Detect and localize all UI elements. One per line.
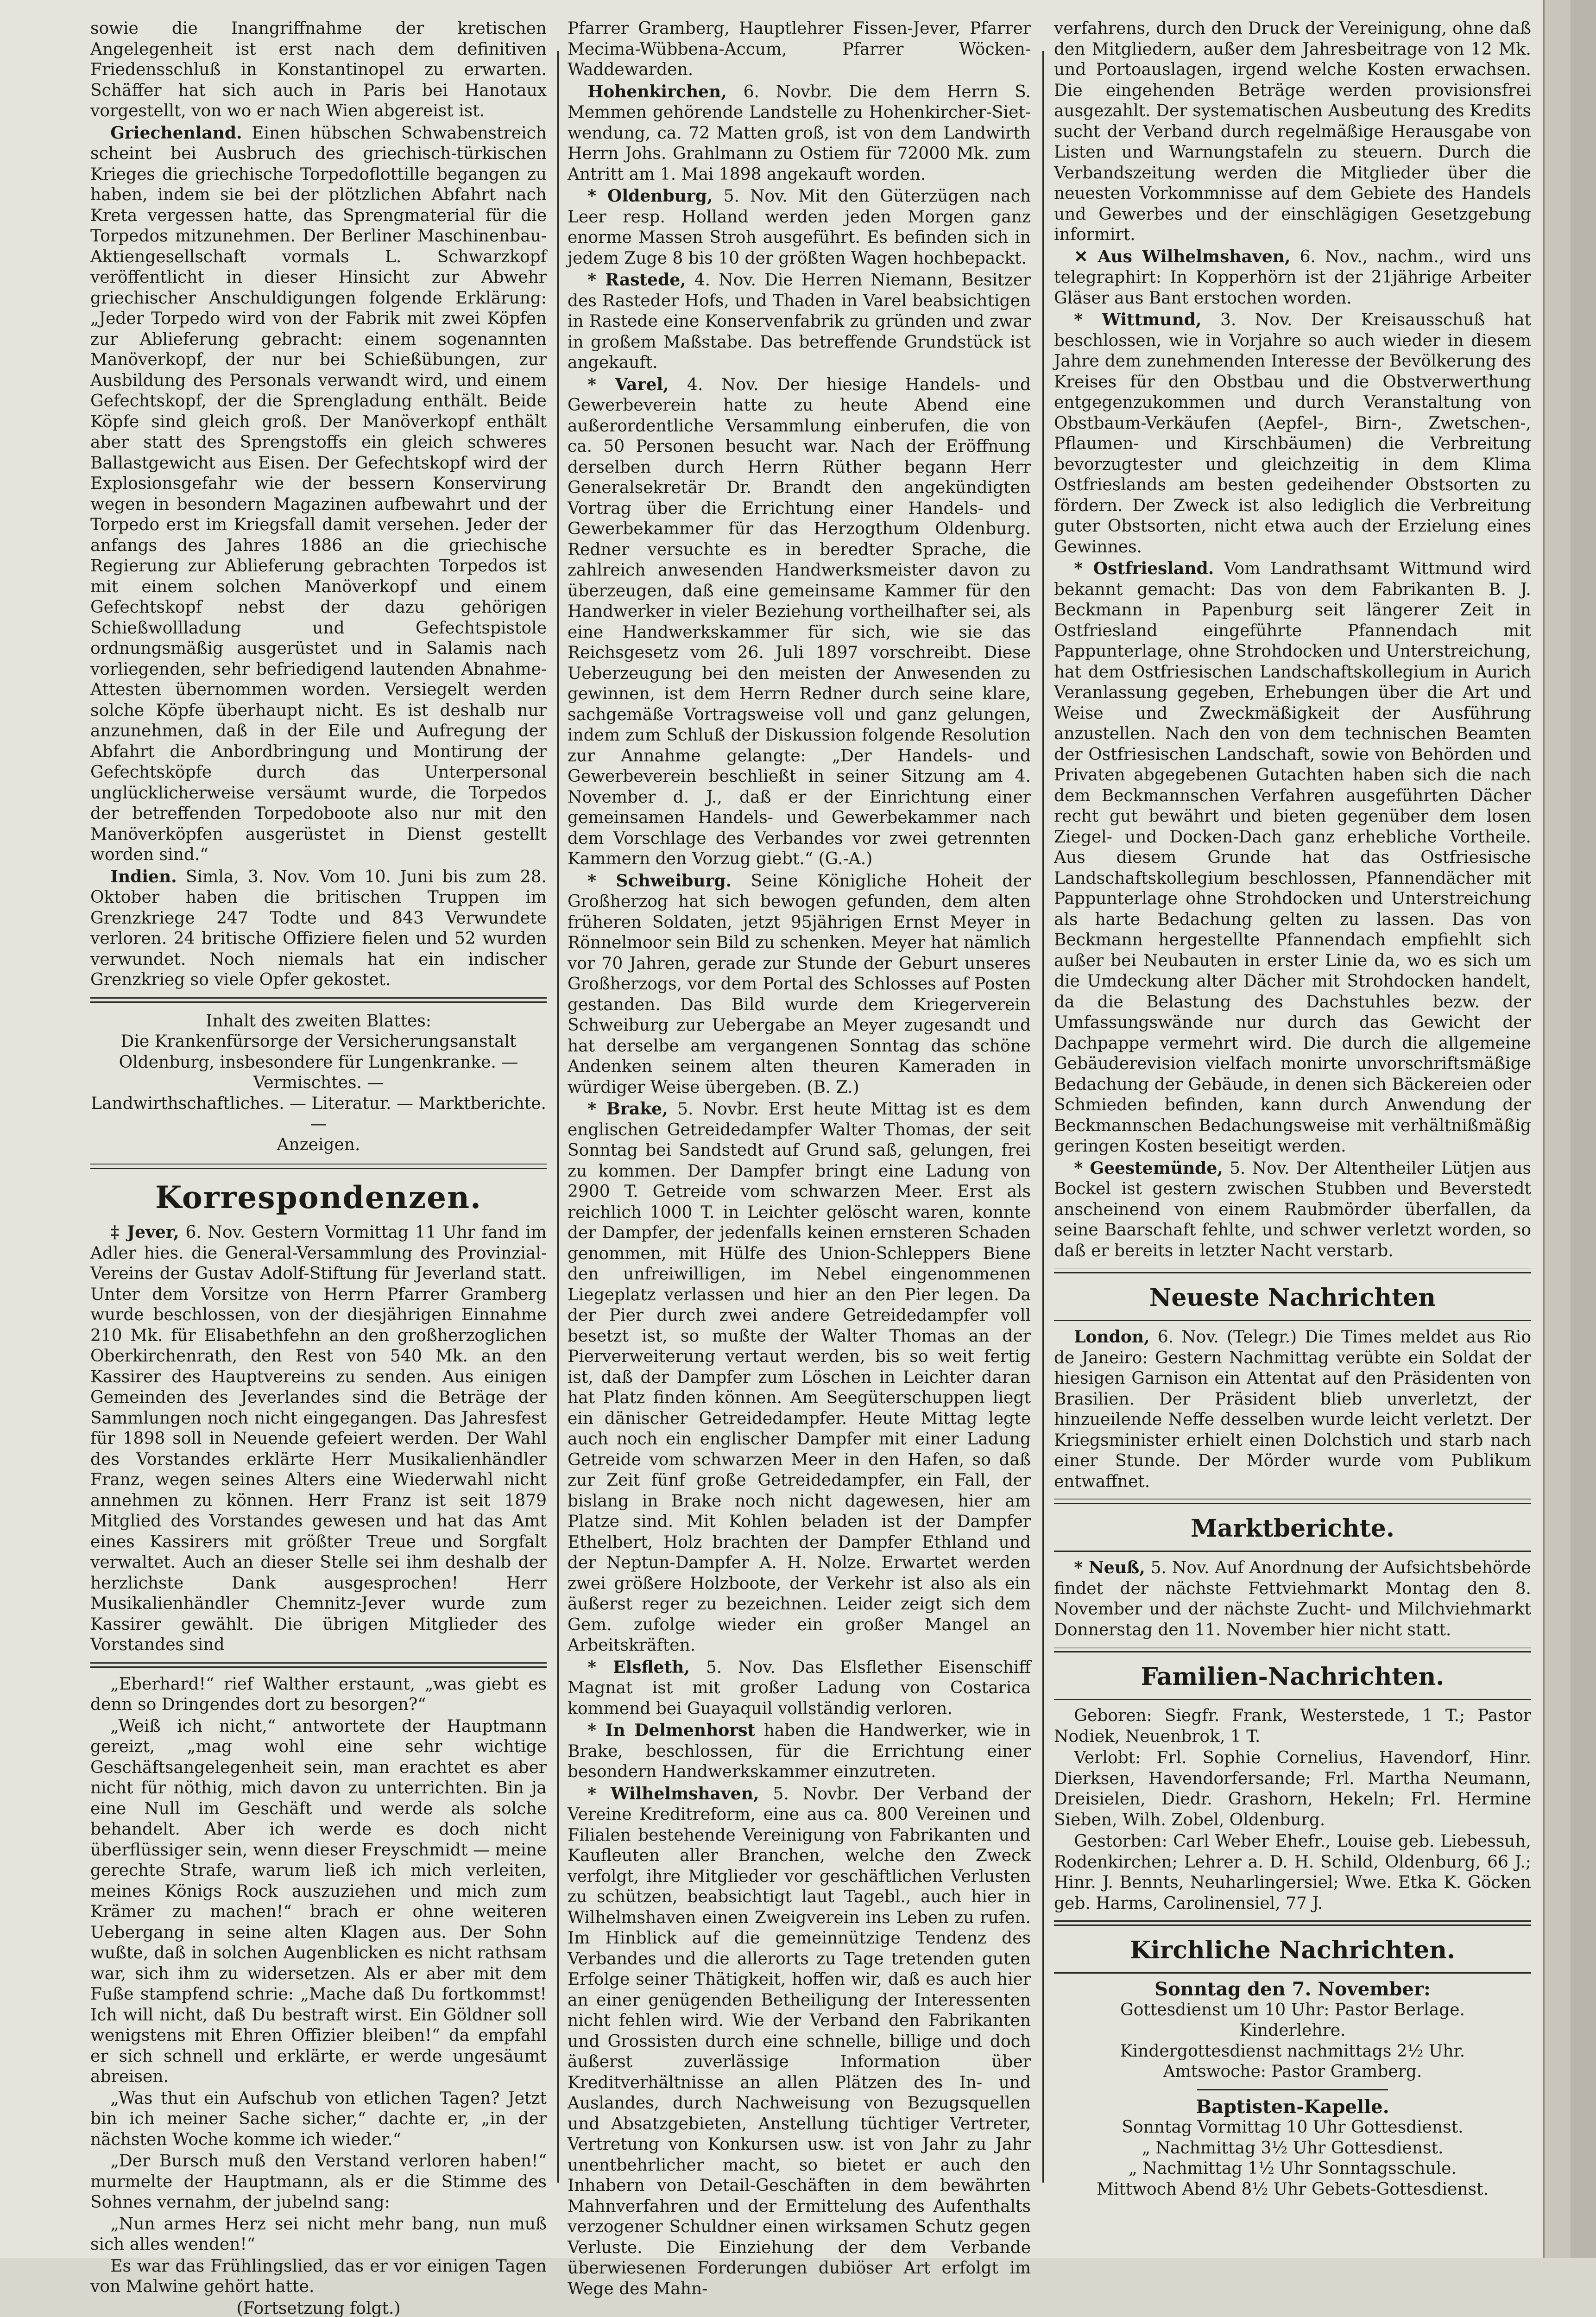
divider — [90, 1662, 547, 1668]
article-geestemuende — [1054, 1158, 1531, 1262]
supplement-contents — [90, 1011, 547, 1156]
article-heading: * Wilhelmshaven, — [587, 1784, 759, 1804]
toc-line: Anzeigen. — [90, 1135, 547, 1156]
column-1 — [90, 19, 547, 2317]
article-ostfriesland — [1054, 558, 1531, 1157]
article-text: 5. Nov. Das Elsflether Eisenschiff Magnat ist mit großer Ladung von Costarica kommend bei Guayaquil vollständig verloren. — [568, 1658, 1031, 1718]
article-heading: Indien. — [110, 867, 177, 886]
binding-strip — [1571, 0, 1596, 2258]
article-rastede — [568, 270, 1031, 374]
service-line: Kinderlehre. — [1054, 2020, 1531, 2041]
service-line: „ Nachmittag 3½ Uhr Gottesdienst. — [1054, 2138, 1531, 2159]
article-neuss — [1054, 1557, 1531, 1640]
service-line: Mittwoch Abend 8½ Uhr Gebets-Gottesdienst. — [1054, 2179, 1531, 2200]
section-heading: Korrespondenzen. — [90, 1177, 547, 1217]
article-heading: Griechenland. — [110, 123, 242, 143]
column-rule-1 — [557, 51, 559, 2183]
service-date: Sonntag den 7. November: — [1054, 1979, 1531, 2000]
article-heading: * Wittmund, — [1074, 310, 1201, 329]
paragraph: sowie die Inangriffnahme der kretischen Angelegenheit ist erst nach dem definitiven Friedensschluß in Konstantinopel zu erwarten. Schäffer hat sich auch in Paris bei Hanotaux vorgestellt, von wo er nach Wien abgereist ist. — [90, 19, 547, 122]
article-heading: * Ostfriesland. — [1074, 559, 1214, 578]
divider — [1054, 1972, 1531, 1974]
article-oldenburg — [568, 186, 1031, 269]
service-line: Kindergottesdienst nachmittags 2½ Uhr. — [1054, 2041, 1531, 2062]
family-died: Gestorben: Carl Weber Ehefr., Louise geb. Liebessuh, Rodenkirchen; Lehrer a. D. H. Schild, Oldenburg, 66 J.; Hinr. J. Bennts, Neuharlingersiel; Wwe. Etka K. Göcken geb. Harms, Carolinensiel, 77 J. — [1054, 1831, 1531, 1914]
divider — [90, 1164, 547, 1169]
article-wittmund — [1054, 310, 1531, 557]
novel-paragraph: „Der Bursch muß den Verstand verloren haben!“ murmelte der Hauptmann, als er die Stimme des Sohnes vernahm, der jubelnd sang: — [90, 2151, 547, 2213]
article-brake — [568, 1099, 1031, 1656]
article-london — [1054, 1327, 1531, 1492]
novel-paragraph: „Nun armes Herz sei nicht mehr bang, nun muß sich alles wenden!“ — [90, 2214, 547, 2255]
service-line: Sonntag Vormittag 10 Uhr Gottesdienst. — [1054, 2117, 1531, 2138]
paragraph: Pfarrer Gramberg, Hauptlehrer Fissen-Jever, Pfarrer Mecima-Wübbena-Accum, Pfarrer Wöcken-Waddewarden. — [568, 19, 1031, 81]
article-heading: * Elsfleth, — [587, 1658, 690, 1677]
article-text: 6. Nov., nachm., wird uns telegraphirt: In Kopperhörn ist der 21jährige Arbeiter Gläser aus Bant erstochen worden. — [1054, 247, 1531, 308]
article-text: 5. Novbr. Der Verband der Vereine Kreditreform, eine aus ca. 800 Vereinen und Filialen bestehende Vereinigung von Fabrikanten und Kaufleuten aller Branchen, welche den Zweck verfolgt, ihre Mitglieder vor geschäftlichen Verlusten zu schützen, beabsichtigt laut Tagebl., auch hier in Wilhelmshaven einen Zweigverein ins Leben zu rufen. Im Hinblick auf die gemeinnützige Tendenz des Verbandes und die allerorts zu Tage tretenden guten Erfolge seiner Thätigkeit, hoffen wir, daß es auch hier an einer genügenden Betheiligung der Interessenten nicht fehlen wird. Wie der Verband den Fabrikanten und Grossisten durch eine schnelle, billige und doch äußerst zuverlässige Information über Kreditverhältnisse an allen Plätzen des In- und Auslandes, durch Nachweisung von Bezugsquellen und Absatzgebieten, Anstellung tüchtiger Vertreter, Vertretung von Konkursen usw. ist von Jahr zu Jahr unentbehrlicher macht, so bietet er auch den Inhabern von Detail-Geschäften in dem bewährten Mahnverfahren und der Ermittelung des Aufenthalts verzogener Schuldner einen wirksamen Schutz gegen Verluste. Die Einziehung der dem Verbande überwiesenen Forderungen dubiöser Art erfolgt im Wege des Mahn- — [568, 1785, 1031, 2298]
article-elsfleth — [568, 1657, 1031, 1720]
service-line: Gottesdienst um 10 Uhr: Pastor Berlage. — [1054, 2000, 1531, 2021]
article-text: Simla, 3. Nov. Vom 10. Juni bis zum 28. Oktober haben die britischen Truppen im Grenzkriege 247 Todte und 843 Verwundete verloren. 24 britische Offiziere fielen und 52 wurden verwundet. Noch niemals hat ein indischer Grenzkrieg so viele Opfer gekostet. — [90, 867, 547, 990]
service-line: „ Nachmittag 1½ Uhr Sonntagsschule. — [1054, 2159, 1531, 2179]
article-text: 6. Nov. (Telegr.) Die Times meldet aus Rio de Janeiro: Gestern Nachmittag verübte ein Soldat der hiesigen Garnison ein Attentat auf den Präsidenten von Brasilien. Der Präsident blieb unverletzt, der hinzueilende Neffe desselben wurde leicht verletzt. Der Kriegsminister erhielt einen Dolchstich und starb nach einer Stunde. Der Mörder wurde vom Publikum entwaffnet. — [1054, 1328, 1531, 1491]
article-heading: * Neuß, — [1074, 1558, 1145, 1577]
article-india — [90, 867, 547, 991]
article-heading: Hohenkirchen, — [587, 82, 727, 101]
column-rule-2 — [1042, 51, 1044, 2183]
article-text: 6. Novbr. Die dem Herrn S. Memmen gehörende Landstelle zu Hohenkircher-Siet-wendung, ca. 72 Matten groß, ist von dem Landwirth Herrn Johs. Grahlmann zu Ostiem für 72000 Mk. zum Antritt am 1. Mai 1898 angekauft worden. — [568, 82, 1031, 184]
section-heading: Marktberichte. — [1054, 1513, 1531, 1545]
article-delmenhorst — [568, 1720, 1031, 1783]
article-heading: London, — [1074, 1327, 1149, 1347]
novel-paragraph: „Eberhard!“ rief Walther erstaunt, „was giebt es denn so Dringendes dort zu besorgen?“ — [90, 1674, 547, 1716]
article-text: Seine Königliche Hoheit der Großherzog hat sich bewogen gefunden, dem alten früheren Soldaten, jetzt 95jährigen Ernst Meyer in Rönnelmoor sein Bild zu schenken. Meyer hat nämlich vor 70 Jahren, gerade zur Stunde der Geburt unseres Großherzogs, vor dem Portal des Schlosses auf Posten gestanden. Das Bild wurde dem Kriegerverein Schweiburg zur Uebergabe an Meyer zugesandt und hat derselbe am vergangenen Sonntag das schöne Andenken seinem alten theuren Kameraden in würdiger Weise übergeben. (B. Z.) — [568, 872, 1031, 1097]
article-text: 6. Nov. Gestern Vormittag 11 Uhr fand im Adler hies. die General-Versammlung des Provinzial-Vereins der Gustav Adolf-Stiftung für Jeverland statt. Unter dem Vorsitze von Herrn Pfarrer Gramberg wurde beschlossen, von der diesjährigen Einnahme 210 Mk. für Elisabethfehn an den großherzoglichen Oberkirchenrath, den Rest von 540 Mk. an den Kassirer des Hauptvereins zu senden. Aus einigen Gemeinden des Jeverlandes sind die Beträge der Sammlungen noch nicht eingegangen. Das Jahresfest für 1898 soll in Neuende gefeiert werden. Der Wahl des Vorstandes erklärte Herr Musikalienhändler Franz, wegen seines Alters eine Wiederwahl nicht annehmen zu können. Herr Franz ist seit 1879 Mitglied des Vorstandes gewesen und hat das Amt eines Kassirers mit größter Treue und Sorgfalt verwaltet. Auch an dieser Stelle sei ihm deshalb der herzlichste Dank ausgesprochen! Herr Musikalienhändler Chemnitz-Jever wurde zum Kassirer gewählt. Die übrigen Mitglieder des Vorstandes sind — [90, 1223, 547, 1654]
divider — [1054, 1320, 1531, 1321]
article-heading: ✕ Aus Wilhelmshaven, — [1074, 247, 1290, 266]
article-greece — [90, 123, 547, 866]
novel-paragraph: „Weiß ich nicht,“ antwortete der Hauptmann gereizt, „mag wohl eine sehr wichtige Geschäftsangelegenheit sein, man erachtet es aber nicht für nöthig, mich davon zu unterrichten. Bin ja eine Null im Geschäft und werde als solche behandelt. Aber ich werde es doch nicht überflüssiger sein, wenn dieser Freyschmidt — meine gerechte Strafe, warum ließ ich mich verleiten, meines Königs Rock auszuziehen und mich zum Krämer zu machen!“ brach er ohne weiteren Uebergang in seine alten Klagen aus. Der Sohn wußte, daß in solchen Augenblicken es nicht rathsam war, sich ihm zu widersetzen. Als er aber mit dem Fuße stampfend schrie: „Mache daß Du fortkommst! Ich will nicht, daß Du bestraft wirst. Ein Göldner soll wenigstens mit Ehren Offizier bleiben!“ da empfahl er sich schnell und erklärte, er werde ungesäumt abreisen. — [90, 1716, 547, 2088]
section-heading: Neueste Nachrichten — [1054, 1282, 1531, 1314]
article-text: haben die Handwerker, wie in Brake, beschlossen, für die Errichtung einer besondern Handwerkskammer einzutreten. — [568, 1721, 1031, 1781]
article-wilhelmshaven — [568, 1784, 1031, 2300]
article-text: Einen hübschen Schwabenstreich scheint bei Ausbruch des griechisch-türkischen Krieges die griechische Torpedoflottille begangen zu haben, indem sie bei der plötzlichen Abfahrt nach Kreta vergessen hatte, das Sprengmaterial für die Torpedos mitzunehmen. Der Berliner Maschinenbau-Aktiengesellschaft vormals L. Schwarzkopf veröffentlicht in dieser Hinsicht zur Abwehr griechischer Anschuldigungen folgende Erklärung: „Jeder Torpedo wird von der Fabrik mit zwei Köpfen zur Ablieferung gebracht: einem sogenannten Manöverkopf, der nur bei Schießübungen, zur Ausbildung des Personals verwandt wird, und einem Gefechtskopf, der die Sprengladung enthält. Beide Köpfe sind gleich groß. Der Manöverkopf enthält aber statt des Sprengstoffs ein gleich schweres Ballastgewicht aus Eisen. Der Gefechtskopf wird der Explosionsgefahr wie der bessern Konservirung wegen in besondern Magazinen aufbewahrt und der Torpedo erst im Kriegsfall damit versehen. Jeder der anfangs des Jahres 1886 an die griechische Regierung zur Ablieferung gebrachten Torpedos ist mit einem solchen Manöverkopf und einem Gefechtskopf nebst der dazu gehörigen Schießwollladung und Gefechtspistole ordnungsmäßig ausgerüstet und in Salamis nach vorliegenden, sehr befriedigend lautenden Abnahme-Attesten übernommen worden. Versiegelt werden solche Köpfe überhaupt nicht. Es ist deshalb nur anzunehmen, daß in der Eile und Aufregung der Abfahrt die Anbordbringung und Montirung der Gefechtsköpfe durch das Unterpersonal unglücklicherweise versäumt wurde, die Torpedos der betreffenden Torpedoboote also nur mit den Manöverköpfen ausgerüstet in Dienst gestellt worden sind.“ — [90, 124, 547, 865]
section-heading: Kirchliche Nachrichten. — [1054, 1934, 1531, 1967]
article-heading: * Schweiburg. — [587, 871, 732, 891]
toc-line: Landwirthschaftliches. — Literatur. — Marktberichte. — — [90, 1094, 547, 1135]
article-heading: * Varel, — [587, 375, 669, 394]
article-wilhelmshaven-2 — [1054, 247, 1531, 309]
toc-title: Inhalt des zweiten Blattes: — [90, 1011, 547, 1032]
article-heading: ‡ Jever, — [110, 1222, 179, 1242]
service-line: Amtswoche: Pastor Gramberg. — [1054, 2062, 1531, 2083]
continuation-note: (Fortsetzung folgt.) — [90, 2298, 547, 2317]
church-services — [1054, 1979, 1531, 2200]
article-text: 5. Novbr. Erst heute Mittag ist es dem englischen Getreidedampfer Walter Thomas, der seit Sonntag bei Sandstedt auf Grund saß, gelungen, frei zu kommen. Der Dampfer bringt eine Ladung von 2900 T. Getreide vom schwarzen Meer. Erst als reichlich 1000 T. in Leichter gelöscht waren, konnte der Dampfer, der jedenfalls keinen ernsteren Schaden genommen, mit Hülfe des Union-Schleppers Biene den unfreiwilligen, im Nebel eingenommenen Liegeplatz verlassen und hier an den Pier legen. Da der Pier durch zwei andere Getreidedampfer voll besetzt ist, so mußte der Walter Thomas an der Pierverweiterung vertaut werden, bis so weit fertig ist, daß der Dampfer zum Löschen in Leichter daran hat Platz finden können. Am Seegüterschuppen liegt ein dänischer Getreidedampfer. Heute Mittag legte auch noch ein englischer Dampfer mit einer Ladung Getreide vom schwarzen Meer in den Hafen, so daß zur Zeit fünf große Getreidedampfer, ein Fall, der bislang in Brake noch nicht dagewesen, hier am Platze sind. Mit Kohlen beladen ist der Dampfer Ethelbert, Holz brachten der Dampfer Ethland und der Neptun-Dampfer A. H. Nolze. Erwartet werden zwei größere Holzboote, der Verkehr ist also als ein äußerst reger zu bezeichnen. Leider zeigt sich dem Gem. zufolge wieder ein großer Mangel an Arbeitskräften. — [568, 1100, 1031, 1655]
article-heading: * In Delmenhorst — [587, 1721, 755, 1740]
article-text: 5. Nov. Der Altentheiler Lütjen aus Bockel ist gestern zwischen Stubben und Beverstedt anscheinend von einem Raubmörder überfallen, da seine Baarschaft fehlte, und schwer verletzt worden, so daß er bereits in letzter Nacht verstarb. — [1054, 1159, 1531, 1260]
paragraph: verfahrens, durch den Druck der Vereinigung, ohne daß den Mitgliedern, außer dem Jahresbeitrage von 12 Mk. und Portoauslagen, irgend welche Kosten erwachsen. Die eingehenden Beträge werden provisionsfrei ausgezahlt. Der systematischen Ausbeutung des Kredits sucht der Verband durch regelmäßige Herausgabe von Listen und Warnungstafeln zu steuern. Durch die Verbandszeitung werden die Mitglieder über die neuesten Vorkommnisse auf dem Gebiete des Handels und Gewerbes und der einschlägigen Gesetzgebung informirt. — [1054, 19, 1531, 246]
section-heading: Familien-Nachrichten. — [1054, 1661, 1531, 1693]
divider — [1054, 1268, 1531, 1273]
article-varel — [568, 374, 1031, 870]
divider — [1054, 1551, 1531, 1552]
article-text: 5. Nov. Mit den Güterzügen nach Leer resp. Holland werden jeden Morgen ganz enorme Massen Stroh ausgeführt. Es befinden sich in jedem Zuge 8 bis 10 der größten Wagen hochbepackt. — [568, 187, 1031, 268]
article-heading: * Rastede, — [587, 270, 686, 290]
novel-paragraph: „Was thut ein Aufschub von etlichen Tagen? Jetzt bin ich meiner Sache sicher,“ dachte er, „in der nächsten Woche komme ich wieder.“ — [90, 2089, 547, 2151]
column-3 — [1054, 19, 1531, 2200]
divider — [1054, 1499, 1531, 1504]
family-born: Geboren: Siegfr. Frank, Westerstede, 1 T.; Pastor Nodiek, Neuenbrok, 1 T. — [1054, 1706, 1531, 1747]
divider — [1054, 1920, 1531, 1926]
novel-paragraph: Es war das Frühlingslied, das er vor einigen Tagen von Malwine gehört hatte. — [90, 2256, 547, 2298]
article-heading: * Oldenburg, — [587, 186, 713, 206]
family-engaged: Verlobt: Frl. Sophie Cornelius, Havendorf, Hinr. Dierksen, Havendorfersande; Frl. Martha Neumann, Dreisielen, Diedr. Grashorn, Hekeln; Frl. Hermine Sieben, Wilh. Zobel, Oldenburg. — [1054, 1748, 1531, 1830]
article-jever — [90, 1222, 547, 1656]
article-heading: * Geestemünde, — [1074, 1158, 1223, 1178]
divider — [90, 997, 547, 1003]
divider — [1197, 2089, 1388, 2090]
article-text: 4. Nov. Der hiesige Handels- und Gewerbeverein hatte zu heute Abend eine außerordentliche Versammlung einberufen, die von ca. 50 Personen besucht war. Nach der Eröffnung derselben durch Herrn Rüther begann Herr Generalsekretär Dr. Brandt den angekündigten Vortrag über die Errichtung einer Handels- und Gewerbekammer für das Herzogthum Oldenburg. Redner versuchte es in beredter Sprache, die zahlreich anwesenden Handwerksmeister davon zu überzeugen, daß eine gemeinsame Kammer für den Handwerker in vieler Beziehung vortheilhafter sei, als eine Handwerkskammer für sich, wie sie das Reichsgesetz vom 26. Juli 1897 vorschreibt. Diese Ueberzeugung bei den meisten der Anwesenden zu gewinnen, ist dem Herrn Redner durch seine klare, sachgemäße Vortragsweise voll und ganz gelungen, indem zum Schluß der Diskussion folgende Resolution zur Annahme gelangte: „Der Handels- und Gewerbeverein beschließt in seiner Sitzung am 4. November d. J., daß er der Einrichtung einer gemeinsamen Handels- und Gewerbekammer nach dem Vorschlage des Verbandes vor zwei getrennten Kammern den Vorzug giebt.“ (G.-A.) — [568, 375, 1031, 869]
column-2 — [568, 19, 1031, 2300]
article-heading: * Brake, — [587, 1099, 668, 1119]
divider — [1054, 1699, 1531, 1700]
article-text: 4. Nov. Die Herren Niemann, Besitzer des Rasteder Hofs, und Thaden in Varel beabsichtigen in Rastede eine Konservenfabrik zu gründen und zwar in großem Maßstabe. Das betreffende Grundstück ist angekauft. — [568, 271, 1031, 372]
toc-line: Die Krankenfürsorge der Versicherungsanstalt Oldenburg, insbesondere für Lungenkranke. — Vermischtes. — — [90, 1032, 547, 1094]
divider — [1054, 1647, 1531, 1652]
article-text: Vom Landrathsamt Wittmund wird bekannt gemacht: Das von dem Fabrikanten B. J. Beckmann in Papenburg seit längerer Zeit in Ostfriesland eingeführte Pfannendach mit Pappunterlage, ohne Strohdocken und Unterstreichung, hat dem Ostfriesischen Landschaftskollegium in Aurich Veranlassung gegeben, Erhebungen über die Art und Weise und Zweckmäßigkeit der Ausführung anzustellen. Nach den von dem technischen Beamten der Ostfriesischen Landschaft, sowie von Behörden und Privaten abgegebenen Gutachten haben sich die nach dem Beckmannschen Verfahren ausgeführten Dächer recht gut bewährt und bieten gegenüber dem losen Ziegel- und Docken-Dach ganz erhebliche Vortheile. Aus diesem Grunde hat das Ostfriesische Landschaftskollegium beschlossen, Pfannendächer mit Pappunterlage ohne Strohdocken und Unterstreichung als harte Bedachung gelten zu lassen. Das von Beckmann hergestellte Pfannendach empfiehlt sich außer bei Neubauten in erster Linie da, wo es sich um die Umdeckung alter Dächer mit Strohdocken handelt, da die Belastung des Dachstuhles bezw. der Umfassungswände nur durch das Gewicht der Dachpappe vermehrt wird. Die durch die allgemeine Gebäuderevision vielfach monirte unvorschriftsmäßige Bedachung der Gebäude, in denen sich Bäckereien oder Schmieden befinden, kann durch Anwendung der Beckmannschen Bedachungsweise mit verhältnißmäßig geringen Kosten beseitigt werden. — [1054, 559, 1531, 1156]
article-text: 5. Nov. Auf Anordnung der Aufsichtsbehörde findet der nächste Fettviehmarkt Montag den 8. November und der nächste Zucht- und Milchviehmarkt Donnerstag den 11. November hier nicht statt. — [1054, 1558, 1531, 1640]
article-hohenkirchen — [568, 82, 1031, 185]
baptist-chapel-heading: Baptisten-Kapelle. — [1054, 2097, 1531, 2118]
article-schweiburg — [568, 871, 1031, 1098]
article-text: 3. Nov. Der Kreisausschuß hat beschlossen, wie in Vorjahre so auch wieder in diesem Jahre dem zunehmenden Interesse der Bevölkerung des Kreises für den Obstbau und die Obstverwerthung entgegenzukommen und durch Veranstaltung von Obstbaum-Verkäufen (Aepfel-, Birn-, Zwetschen-, Pflaumen- und Kirschbäumen) die Verbreitung bevorzugtester und gleichzeitig in dem Klima Ostfrieslands am besten gedeihender Obstsorten zu fördern. Der Zweck ist also lediglich die Verbreitung guter Obstsorten, nicht etwa auch der Erzielung eines Gewinnes. — [1054, 310, 1531, 557]
